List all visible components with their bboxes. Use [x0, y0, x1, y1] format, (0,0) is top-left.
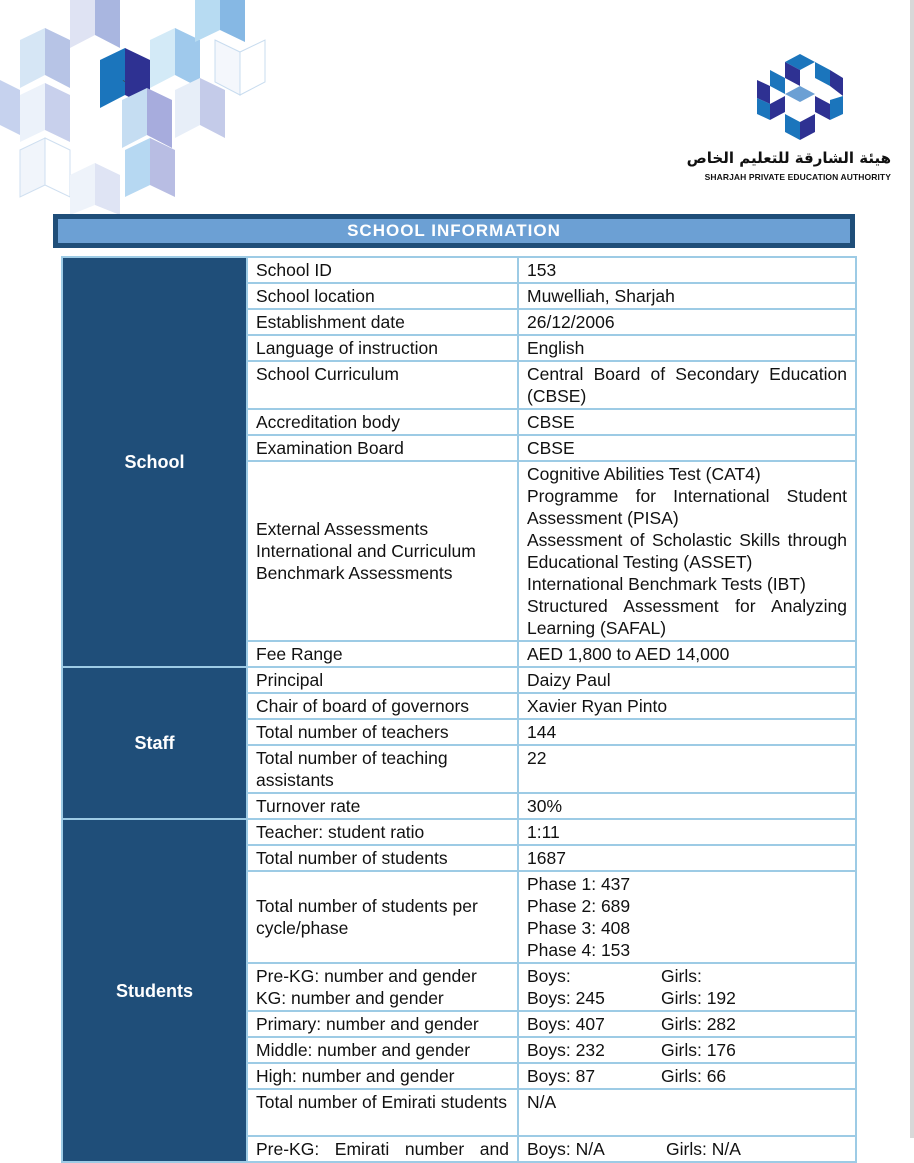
row-value: Daizy Paul — [518, 667, 856, 693]
row-value-list — [518, 461, 856, 641]
decorative-cube-pattern — [0, 0, 290, 220]
row-label: Turnover rate — [247, 793, 518, 819]
row-value: Xavier Ryan Pinto — [518, 693, 856, 719]
row-label: Primary: number and gender — [247, 1011, 518, 1037]
row-value: 1:11 — [518, 819, 856, 845]
row-value: CBSE — [518, 409, 856, 435]
list-item: Phase 4: 153 — [527, 940, 631, 960]
boys-count: Boys: — [527, 966, 571, 986]
gender-split — [527, 1065, 847, 1087]
row-label-prekg: Pre-KG: number and gender — [256, 966, 477, 986]
row-value — [518, 1136, 856, 1162]
row-label: High: number and gender — [247, 1063, 518, 1089]
girls-count: Girls: 176 — [661, 1040, 736, 1060]
boys-count: Boys: N/A — [527, 1139, 605, 1159]
girls-count: Girls: 192 — [661, 988, 736, 1008]
row-value: Muwelliah, Sharjah — [518, 283, 856, 309]
list-item: Phase 3: 408 — [527, 918, 631, 938]
girls-count: Girls: N/A — [666, 1139, 741, 1159]
boys-count: Boys: 407 — [527, 1014, 605, 1034]
row-label — [247, 963, 518, 1011]
gender-split — [527, 965, 847, 987]
girls-count: Girls: 66 — [661, 1066, 727, 1086]
row-value: AED 1,800 to AED 14,000 — [518, 641, 856, 667]
list-item: International Benchmark Tests (IBT) — [527, 574, 806, 594]
row-label: Accreditation body — [247, 409, 518, 435]
boys-count: Boys: 232 — [527, 1040, 605, 1060]
gender-split — [527, 1039, 847, 1061]
section-title-bar — [53, 214, 855, 248]
logo-arabic-name: هيئة الشارقة للتعليم الخاص — [686, 149, 891, 167]
group-staff: Staff — [62, 667, 247, 819]
list-item: Phase 1: 437 — [527, 874, 631, 894]
row-label: Examination Board — [247, 435, 518, 461]
list-item: Phase 2: 689 — [527, 896, 631, 916]
stray-mark: ` — [122, 78, 126, 92]
row-value — [518, 963, 856, 1011]
row-label-kg: KG: number and gender — [256, 988, 444, 1008]
logo-english-name: SHARJAH PRIVATE EDUCATION AUTHORITY — [704, 172, 891, 182]
row-label: Principal — [247, 667, 518, 693]
spea-logo — [686, 52, 895, 192]
row-value-list — [518, 871, 856, 963]
row-label: School location — [247, 283, 518, 309]
spea-logo-icon — [755, 52, 845, 144]
table-row — [62, 819, 856, 845]
row-value: 30% — [518, 793, 856, 819]
row-label: Establishment date — [247, 309, 518, 335]
row-label: Total number of teaching assistants — [247, 745, 518, 793]
list-item: Structured Assessment for Analyzing Learning (SAFAL) — [527, 596, 847, 638]
row-label: Total number of students per cycle/phase — [247, 871, 518, 963]
list-item: Cognitive Abilities Test (CAT4) — [527, 464, 761, 484]
table-row — [62, 257, 856, 283]
row-label: Pre-KG: Emirati number and — [247, 1136, 518, 1162]
row-value — [518, 1063, 856, 1089]
school-info-table — [61, 256, 857, 1163]
row-value: Central Board of Secondary Education (CBSE) — [518, 361, 856, 409]
row-label: Middle: number and gender — [247, 1037, 518, 1063]
group-students: Students — [62, 819, 247, 1162]
girls-count: Girls: — [661, 966, 702, 986]
row-label: Language of instruction — [247, 335, 518, 361]
row-label: Total number of Emirati students — [247, 1089, 518, 1136]
row-label: Chair of board of governors — [247, 693, 518, 719]
section-title: SCHOOL INFORMATION — [58, 219, 850, 243]
row-value: N/A — [518, 1089, 856, 1136]
row-label: Total number of teachers — [247, 719, 518, 745]
row-label: School ID — [247, 257, 518, 283]
table-row — [62, 667, 856, 693]
row-value: 153 — [518, 257, 856, 283]
group-school: School — [62, 257, 247, 667]
gender-split — [527, 1013, 847, 1035]
row-value: 144 — [518, 719, 856, 745]
boys-count: Boys: 245 — [527, 988, 605, 1008]
row-label: External Assessments International and Curriculum Benchmark Assessments — [247, 461, 518, 641]
row-label: Fee Range — [247, 641, 518, 667]
row-value: 26/12/2006 — [518, 309, 856, 335]
row-label: School Curriculum — [247, 361, 518, 409]
list-item: Assessment of Scholastic Skills through Educational Testing (ASSET) — [527, 530, 847, 572]
page-edge — [910, 0, 914, 1138]
gender-split — [527, 1138, 847, 1160]
gender-split — [527, 987, 847, 1009]
girls-count: Girls: 282 — [661, 1014, 736, 1034]
row-value — [518, 1037, 856, 1063]
row-label: Teacher: student ratio — [247, 819, 518, 845]
boys-count: Boys: 87 — [527, 1066, 596, 1086]
row-value — [518, 1011, 856, 1037]
row-value: 22 — [518, 745, 856, 793]
row-value: 1687 — [518, 845, 856, 871]
row-value: English — [518, 335, 856, 361]
row-value: CBSE — [518, 435, 856, 461]
list-item: Programme for International Student Assessment (PISA) — [527, 486, 847, 528]
row-label: Total number of students — [247, 845, 518, 871]
